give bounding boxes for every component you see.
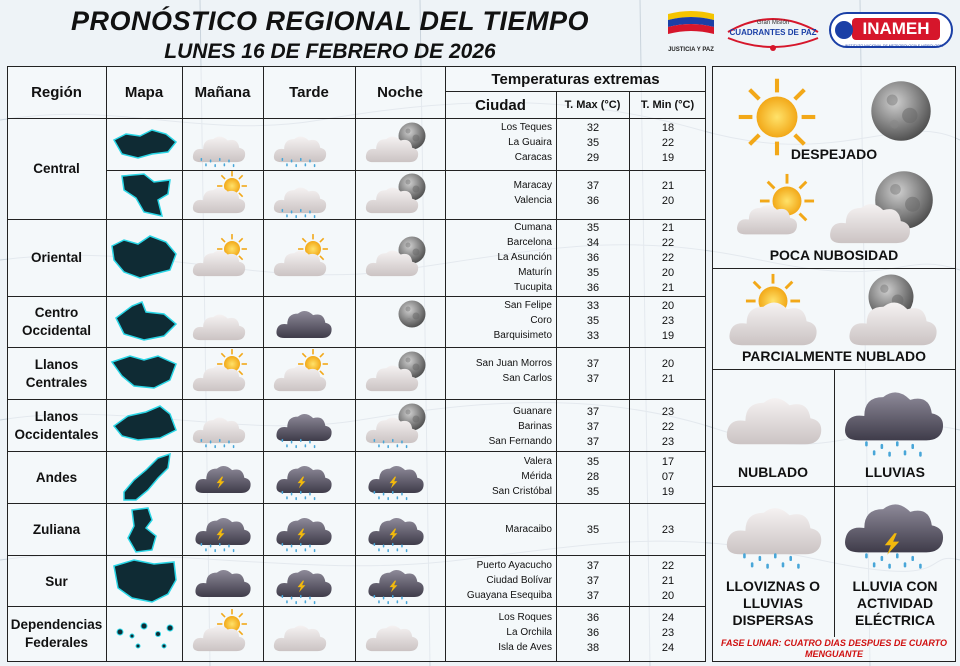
justicia-logo bbox=[664, 8, 718, 54]
col-noche: Noche bbox=[377, 84, 423, 101]
tmax-value: 37 bbox=[586, 590, 600, 602]
tmax-value: 33 bbox=[586, 330, 600, 342]
icon-r9-manana-cloud-icon bbox=[190, 618, 248, 654]
city-name: Ciudad Bolívar bbox=[486, 575, 552, 586]
tmax-value: 32 bbox=[586, 122, 600, 134]
icon-r5-noche-rain-icon bbox=[369, 438, 415, 449]
tmin-value: 21 bbox=[661, 373, 675, 385]
city-name: Tucupita bbox=[514, 282, 552, 293]
icon-r6-noche-lightning-icon bbox=[387, 476, 400, 489]
tmin-value: 23 bbox=[661, 524, 675, 536]
region-oriental: Oriental bbox=[30, 250, 82, 265]
icon-r7-manana-lightning-icon bbox=[214, 528, 227, 541]
tmin-value: 22 bbox=[661, 237, 675, 249]
legend-electrica-rain-icon bbox=[856, 552, 936, 570]
map-centro-occidental bbox=[112, 300, 178, 342]
icon-r0-manana-rain-icon bbox=[196, 157, 242, 168]
tmin-value: 20 bbox=[661, 300, 675, 312]
tmin-value: 19 bbox=[661, 486, 675, 498]
icon-r5-tarde-rain-icon bbox=[277, 438, 323, 449]
col-mapa: Mapa bbox=[124, 84, 164, 101]
inameh-logo bbox=[828, 10, 954, 52]
icon-r9-noche-cloud-icon bbox=[363, 618, 421, 654]
icon-r7-tarde-rain-icon bbox=[277, 542, 323, 553]
icon-r2-noche-cloud-icon bbox=[363, 243, 421, 279]
region-zuliana: Zuliana bbox=[32, 522, 81, 537]
tmin-value: 24 bbox=[661, 612, 675, 624]
tmax-value: 36 bbox=[586, 282, 600, 294]
tmin-value: 20 bbox=[661, 590, 675, 602]
icon-r1-tarde-rain-icon bbox=[277, 208, 323, 219]
tmax-value: 35 bbox=[586, 315, 600, 327]
icon-r3-noche-moon-icon bbox=[397, 299, 427, 329]
legend-lluvias-cloud-icon bbox=[840, 378, 948, 446]
icon-r6-tarde-rain-icon bbox=[277, 490, 323, 501]
tmax-value: 37 bbox=[586, 560, 600, 572]
icon-r1-noche-cloud-icon bbox=[363, 180, 421, 216]
city-name: Barcelona bbox=[506, 237, 552, 248]
tmin-value: 21 bbox=[661, 575, 675, 587]
icon-r7-tarde-lightning-icon bbox=[295, 528, 308, 541]
map-oriental bbox=[110, 234, 180, 280]
region-llanos-centrales: Llanos Centrales bbox=[25, 357, 88, 390]
tmax-value: 35 bbox=[586, 486, 600, 498]
city-name: La Asunción bbox=[497, 252, 552, 263]
tmax-value: 35 bbox=[586, 137, 600, 149]
city-name: Valencia bbox=[514, 195, 552, 206]
city-name: San Felipe bbox=[504, 300, 552, 311]
col-ciudad: Ciudad bbox=[475, 97, 526, 114]
legend-parcial-cloud2-icon bbox=[838, 290, 948, 350]
city-name: Maturín bbox=[518, 267, 552, 278]
icon-r2-tarde-cloud-icon bbox=[271, 243, 329, 279]
city-name: La Guaira bbox=[508, 137, 552, 148]
col-tmax: T. Max (°C) bbox=[564, 99, 621, 111]
icon-r8-manana-storm-cloud-icon bbox=[192, 562, 254, 600]
icon-r4-manana-cloud-icon bbox=[190, 358, 248, 394]
legend-lluvias-rain-icon bbox=[856, 440, 936, 458]
icon-r8-tarde-rain-icon bbox=[277, 594, 323, 605]
legend-lloviznas-cloud-icon bbox=[722, 494, 826, 560]
tmin-value: 23 bbox=[661, 436, 675, 448]
city-name: Isla de Aves bbox=[498, 642, 552, 653]
icon-r1-manana-cloud-icon bbox=[190, 180, 248, 216]
legend-nublado: NUBLADO bbox=[738, 464, 808, 480]
icon-r8-tarde-lightning-icon bbox=[295, 580, 308, 593]
tmax-value: 37 bbox=[586, 436, 600, 448]
legend-despejado: DESPEJADO bbox=[790, 146, 878, 162]
icon-r8-noche-lightning-icon bbox=[387, 580, 400, 593]
city-name: San Carlos bbox=[502, 373, 552, 384]
tmin-value: 22 bbox=[661, 252, 675, 264]
city-name: La Orchila bbox=[506, 627, 552, 638]
tmin-value: 20 bbox=[661, 358, 675, 370]
tmax-value: 37 bbox=[586, 421, 600, 433]
city-name: Barinas bbox=[518, 421, 552, 432]
map-sur bbox=[110, 558, 180, 604]
region-dependencias: Dependencias Federales bbox=[10, 617, 103, 650]
tmin-value: 24 bbox=[661, 642, 675, 654]
tmax-value: 37 bbox=[586, 406, 600, 418]
tmax-value: 35 bbox=[586, 267, 600, 279]
tmax-value: 37 bbox=[586, 358, 600, 370]
inameh-text: INAMEH bbox=[862, 19, 930, 38]
tmax-value: 35 bbox=[586, 456, 600, 468]
legend-parcial-cloud-icon bbox=[718, 290, 828, 350]
cuadrantes-top-text: Gran Misión bbox=[756, 20, 790, 26]
legend-poca-cloud2-icon bbox=[826, 192, 914, 248]
tmin-value: 22 bbox=[661, 137, 675, 149]
map-andes bbox=[118, 452, 174, 502]
legend-poca-nubosidad: POCA NUBOSIDAD bbox=[769, 247, 899, 263]
icon-r7-noche-rain-icon bbox=[369, 542, 415, 553]
icon-r0-tarde-rain-icon bbox=[277, 157, 323, 168]
col-manana: Mañana bbox=[194, 84, 251, 101]
tmax-value: 37 bbox=[586, 180, 600, 192]
tmin-value: 18 bbox=[661, 122, 675, 134]
legend-parcialmente-nublado: PARCIALMENTE NUBLADO bbox=[741, 348, 927, 364]
tmax-value: 36 bbox=[586, 195, 600, 207]
map-llanos-centrales bbox=[110, 352, 180, 392]
page-title: PRONÓSTICO REGIONAL DEL TIEMPO bbox=[70, 6, 590, 36]
moon-phase-note: FASE LUNAR: CUATRO DIAS DESPUES DE CUARTO MENGUANTE bbox=[720, 638, 948, 659]
city-name: Mérida bbox=[521, 471, 552, 482]
tmax-value: 28 bbox=[586, 471, 600, 483]
icon-r5-manana-rain-icon bbox=[196, 438, 242, 449]
tmin-value: 21 bbox=[661, 222, 675, 234]
city-name: San Fernando bbox=[488, 436, 552, 447]
col-region: Región bbox=[31, 84, 82, 101]
icon-r9-tarde-cloud-icon bbox=[271, 618, 329, 654]
tmax-value: 37 bbox=[586, 575, 600, 587]
col-tmin: T. Min (°C) bbox=[640, 99, 695, 111]
tmax-value: 36 bbox=[586, 627, 600, 639]
tmin-value: 20 bbox=[661, 267, 675, 279]
city-name: Maracaibo bbox=[505, 524, 552, 535]
city-name: Coro bbox=[530, 315, 552, 326]
region-sur: Sur bbox=[45, 574, 68, 589]
tmin-value: 19 bbox=[661, 330, 675, 342]
inameh-subtext: INSTITUTO NACIONAL DE METEOROLOGÍA E HIDROLOGÍA bbox=[844, 44, 944, 48]
region-centro-occidental: Centro Occidental bbox=[21, 305, 92, 338]
icon-r3-tarde-storm-cloud-icon bbox=[273, 303, 335, 341]
cuadrantes-text: CUADRANTES DE PAZ bbox=[729, 28, 817, 37]
region-llanos-occidentales: Llanos Occidentales bbox=[14, 409, 99, 442]
tmin-value: 20 bbox=[661, 195, 675, 207]
tmax-value: 36 bbox=[586, 612, 600, 624]
tmax-value: 34 bbox=[586, 237, 600, 249]
legend-nublado-cloud-icon bbox=[722, 384, 826, 450]
tmin-value: 07 bbox=[661, 471, 675, 483]
map-dependencias bbox=[110, 612, 180, 656]
cuadrantes-logo bbox=[724, 12, 822, 52]
city-name: Cumana bbox=[514, 222, 552, 233]
tmax-value: 35 bbox=[586, 222, 600, 234]
tmin-value: 19 bbox=[661, 152, 675, 164]
icon-r6-manana-lightning-icon bbox=[214, 476, 227, 489]
tmax-value: 36 bbox=[586, 252, 600, 264]
tmax-value: 33 bbox=[586, 300, 600, 312]
city-name: Caracas bbox=[514, 152, 552, 163]
city-name: Los Teques bbox=[501, 122, 552, 133]
legend-poca-cloud-icon bbox=[734, 196, 800, 238]
city-name: Barquisimeto bbox=[493, 330, 552, 341]
tmin-value: 17 bbox=[661, 456, 675, 468]
justicia-text: JUSTICIA Y PAZ bbox=[668, 47, 714, 53]
icon-r6-tarde-lightning-icon bbox=[295, 476, 308, 489]
tmin-value: 23 bbox=[661, 627, 675, 639]
city-name: Valera bbox=[523, 456, 552, 467]
tmin-value: 21 bbox=[661, 180, 675, 192]
map-zuliana bbox=[122, 506, 170, 554]
city-name: Maracay bbox=[513, 180, 552, 191]
city-name: Guayana Esequiba bbox=[466, 590, 552, 601]
icon-r7-manana-rain-icon bbox=[196, 542, 242, 553]
tmax-value: 29 bbox=[586, 152, 600, 164]
icon-r8-noche-rain-icon bbox=[369, 594, 415, 605]
tmin-value: 22 bbox=[661, 560, 675, 572]
tmin-value: 21 bbox=[661, 282, 675, 294]
tmax-value: 38 bbox=[586, 642, 600, 654]
icon-r4-noche-cloud-icon bbox=[363, 358, 421, 394]
city-name: Los Roques bbox=[498, 612, 552, 623]
icon-r4-tarde-cloud-icon bbox=[271, 358, 329, 394]
city-name: Puerto Ayacucho bbox=[476, 560, 552, 571]
venezuela-flag-icon bbox=[664, 8, 718, 42]
legend-lloviznas-rain-icon bbox=[734, 552, 814, 570]
legend-moon-icon bbox=[868, 78, 934, 144]
tmax-value: 37 bbox=[586, 373, 600, 385]
tmin-value: 23 bbox=[661, 406, 675, 418]
region-central: Central bbox=[33, 161, 80, 176]
icon-r0-noche-cloud-icon bbox=[363, 129, 421, 165]
city-name: San Juan Morros bbox=[475, 358, 552, 369]
col-temps: Temperaturas extremas bbox=[491, 71, 660, 88]
tmin-value: 23 bbox=[661, 315, 675, 327]
legend-lluvias: LLUVIAS bbox=[865, 464, 925, 480]
tmax-value: 35 bbox=[586, 524, 600, 536]
icon-r3-manana-cloud-icon bbox=[190, 307, 248, 343]
city-name: Guanare bbox=[513, 406, 552, 417]
region-andes: Andes bbox=[35, 470, 78, 485]
city-name: San Cristóbal bbox=[491, 486, 552, 497]
map-central-2 bbox=[118, 172, 174, 218]
icon-r6-noche-rain-icon bbox=[369, 490, 415, 501]
legend-lluvia-electrica: LLUVIA CON ACTIVIDAD ELÉCTRICA bbox=[852, 578, 938, 628]
col-tarde: Tarde bbox=[289, 84, 329, 101]
icon-r2-manana-cloud-icon bbox=[190, 243, 248, 279]
map-llanos-occidentales bbox=[110, 404, 180, 444]
map-central-1 bbox=[112, 126, 178, 160]
tmin-value: 22 bbox=[661, 421, 675, 433]
forecast-date: LUNES 16 DE FEBRERO DE 2026 bbox=[164, 40, 496, 63]
icon-r7-noche-lightning-icon bbox=[387, 528, 400, 541]
legend-lloviznas: LLOVIZNAS O LLUVIAS DISPERSAS bbox=[725, 578, 821, 628]
